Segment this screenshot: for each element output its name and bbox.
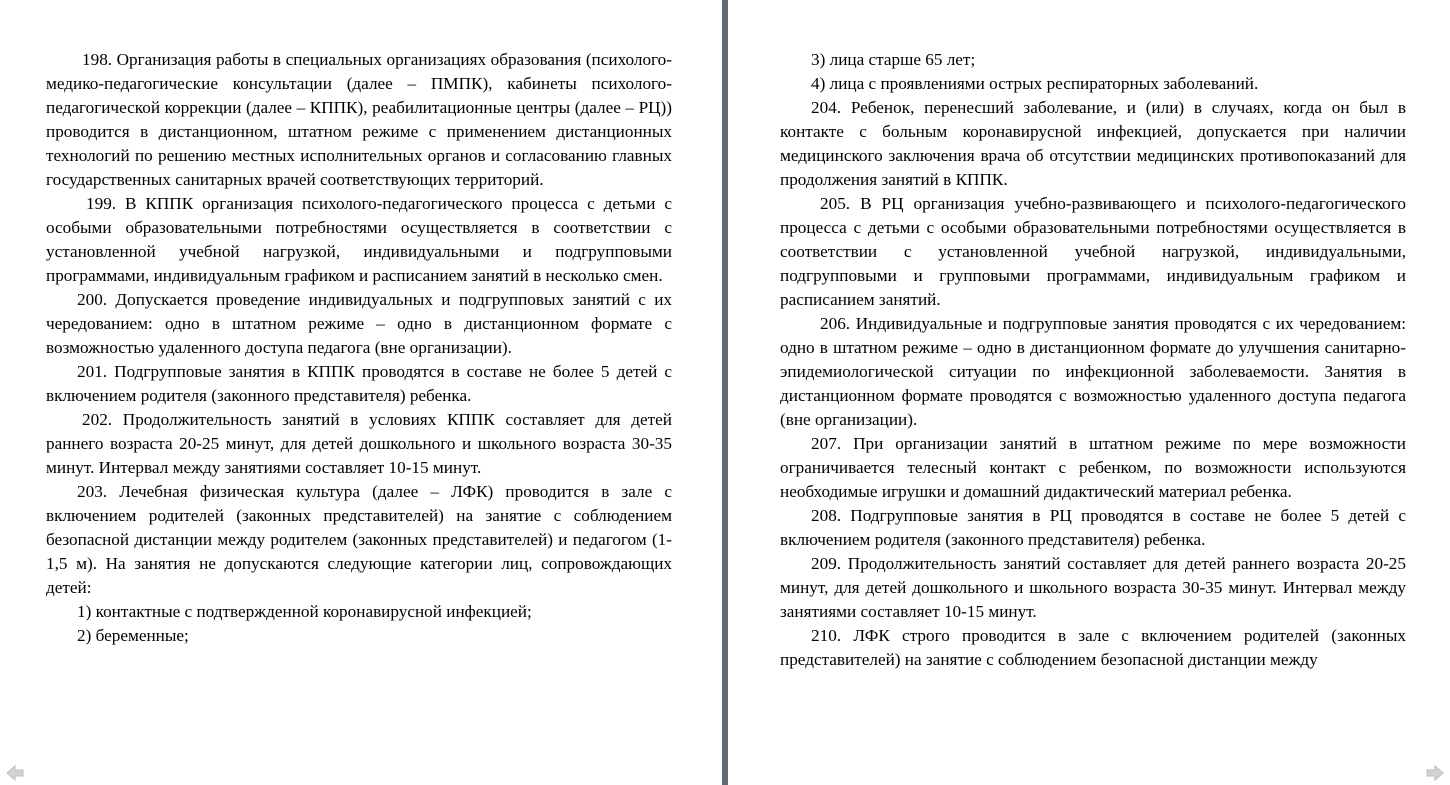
paragraph-204: 204. Ребенок, перенесший заболевание, и (или) в случаях, когда он был в контакте с больным коронавирусной инфекцией, допускается при наличии медицинского заключения врача об отсутствии медицинских противопоказаний для продолжения занятий в КППК. xyxy=(780,98,1406,189)
paragraph-201: 201. Подгрупповые занятия в КППК проводятся в составе не более 5 детей с включением родителя (законного представителя) ребенка. xyxy=(46,362,672,405)
list-item-4: 4) лица с проявлениями острых респираторных заболеваний. xyxy=(811,74,1259,93)
list-item-1: 1) контактные с подтвержденной коронавирусной инфекцией; xyxy=(77,602,532,621)
paragraph-206: 206. Индивидуальные и подгрупповые занятия проводятся с их чередованием: одно в штатном режиме – одно в дистанционном формате до улучшения санитарно-эпидемиологической ситуации по инфекционной заболеваемости. Занятия в дистанционном формате проводятся с возможностью удаленного доступа педагога (вне организации). xyxy=(780,314,1406,429)
arrow-left-icon xyxy=(6,764,24,782)
paragraph-200: 200. Допускается проведение индивидуальных и подгрупповых занятий с их чередованием: одно в штатном режиме – одно в дистанционном формате с возможностью удаленного доступа педагога (вне организации). xyxy=(46,290,672,357)
next-page-button[interactable] xyxy=(1426,764,1444,782)
right-page-text xyxy=(780,48,1406,672)
left-page xyxy=(0,0,722,785)
paragraph-208: 208. Подгрупповые занятия в РЦ проводятся в составе не более 5 детей с включением родителя (законного представителя) ребенка. xyxy=(780,506,1406,549)
list-item-3: 3) лица старше 65 лет; xyxy=(811,50,976,69)
arrow-right-icon xyxy=(1426,764,1444,782)
paragraph-205: 205. В РЦ организация учебно-развивающего и психолого-педагогического процесса с детьми с особыми образовательными потребностями осуществляется в соответствии с установленной учебной нагрузкой, индивидуальными, подгрупповыми и групповыми программами, индивидуальным графиком и расписанием занятий. xyxy=(780,194,1406,309)
paragraph-207: 207. При организации занятий в штатном режиме по мере возможности ограничивается телесный контакт с ребенком, по возможности используются необходимые игрушки и домашний дидактический материал ребенка. xyxy=(780,434,1406,501)
paragraph-210: 210. ЛФК строго проводится в зале с включением родителей (законных представителей) на занятие с соблюдением безопасной дистанции между xyxy=(780,626,1406,669)
paragraph-203: 203. Лечебная физическая культура (далее – ЛФК) проводится в зале с включением родителей (законных представителей) на занятие с соблюдением безопасной дистанции между родителем (законных представителей) и педагогом (1-1,5 м). На занятия не допускаются следующие категории лиц, сопровождающих детей: xyxy=(46,482,672,597)
left-page-text xyxy=(46,48,672,648)
prev-page-button[interactable] xyxy=(6,764,24,782)
paragraph-199: 199. В КППК организация психолого-педагогического процесса с детьми с особыми образовательными потребностями осуществляется в соответствии с установленной учебной нагрузкой, индивидуальными и подгрупповыми программами, индивидуальным графиком и расписанием занятий в несколько смен. xyxy=(46,194,672,285)
paragraph-202: 202. Продолжительность занятий в условиях КППК составляет для детей раннего возраста 20-25 минут, для детей дошкольного и школьного возраста 30-35 минут. Интервал между занятиями составляет 10-15 минут. xyxy=(46,410,672,477)
paragraph-198: 198. Организация работы в специальных организациях образования (психолого-медико-педагогические консультации (далее – ПМПК), кабинеты психолого-педагогической коррекции (далее – КППК), реабилитационные центры (далее – РЦ)) проводится в дистанционном, штатном режиме с применением дистанционных технологий по решению местных исполнительных органов и согласованию главных государственных санитарных врачей соответствующих территорий. xyxy=(46,50,672,189)
list-item-2: 2) беременные; xyxy=(77,626,189,645)
right-page xyxy=(728,0,1450,785)
paragraph-209: 209. Продолжительность занятий составляет для детей раннего возраста 20-25 минут, для детей дошкольного и школьного возраста 30-35 минут. Интервал между занятиями составляет 10-15 минут. xyxy=(780,554,1406,621)
